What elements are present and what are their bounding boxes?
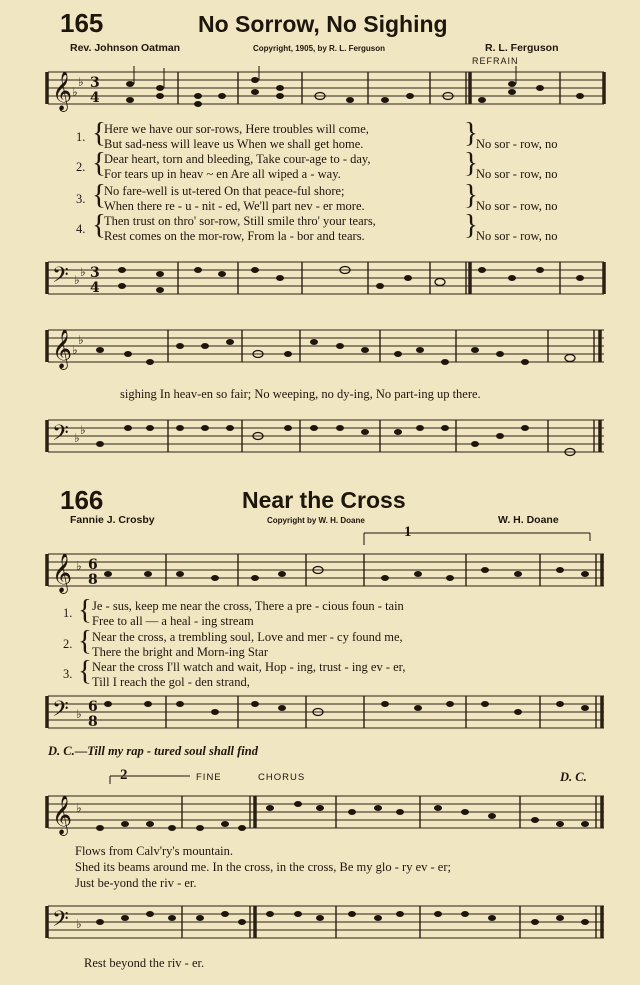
verse-brace: } — [464, 117, 478, 149]
svg-text:♭: ♭ — [74, 273, 80, 287]
svg-text:♭: ♭ — [76, 559, 82, 573]
svg-text:♭: ♭ — [72, 85, 78, 99]
copyright-notice: Copyright by W. H. Doane — [267, 516, 365, 525]
fine-label: FINE — [196, 772, 222, 783]
verse-number: 1. — [76, 130, 86, 144]
copyright-notice: Copyright, 1905, by R. L. Ferguson — [253, 44, 386, 53]
author-credit: Fannie J. Crosby — [70, 514, 155, 526]
svg-text:♭: ♭ — [74, 431, 80, 445]
svg-text:♭: ♭ — [80, 265, 86, 279]
svg-text:𝄞: 𝄞 — [52, 553, 73, 593]
chorus-lyric: Flows from Calv'ry's mountain. — [75, 844, 233, 858]
verse-line: Je - sus, keep me near the cross, There a pre - cious foun - tain — [92, 599, 404, 613]
verse-number: 2. — [76, 160, 86, 174]
svg-text:4: 4 — [90, 280, 100, 296]
treble-staff — [0, 790, 640, 840]
bass-staff — [0, 900, 640, 950]
hymn-title: Near the Cross — [242, 487, 406, 513]
first-ending-bracket — [0, 527, 640, 547]
second-ending-bracket — [0, 770, 640, 790]
refrain-label: REFRAIN — [472, 56, 519, 66]
verse-brace: { — [92, 179, 106, 211]
verse-brace: { — [78, 655, 92, 687]
svg-text:𝄢: 𝄢 — [52, 697, 69, 727]
svg-text:♭: ♭ — [80, 423, 86, 437]
svg-text:6: 6 — [88, 699, 98, 715]
composer-credit: W. H. Doane — [498, 514, 559, 526]
verse-line: There the bright and Morn-ing Star — [92, 645, 268, 659]
svg-text:♭: ♭ — [76, 801, 82, 815]
composer-credit: R. L. Ferguson — [485, 42, 559, 54]
verse-number: 1. — [63, 606, 73, 620]
verse-number: 4. — [76, 222, 86, 236]
verse-line: Dear heart, torn and bleeding, Take cour-age to - day, — [104, 152, 371, 166]
verse-line: But sad-ness will leave us When we shall get home. — [104, 137, 364, 151]
verse-brace: } — [464, 147, 478, 179]
verse-number: 3. — [63, 667, 73, 681]
verse-number: 2. — [63, 637, 73, 651]
author-credit: Rev. Johnson Oatman — [70, 42, 181, 54]
svg-text:6: 6 — [88, 557, 98, 573]
refrain-lyric: No sor - row, no — [476, 229, 558, 243]
svg-text:8: 8 — [88, 572, 98, 588]
treble-staff — [0, 322, 640, 374]
hymn-number: 166 — [60, 485, 104, 515]
second-ending-number: 2 — [120, 767, 128, 783]
svg-text:♭: ♭ — [76, 917, 82, 931]
svg-text:𝄢: 𝄢 — [52, 907, 69, 937]
svg-text:𝄢: 𝄢 — [52, 421, 69, 451]
treble-staff — [0, 66, 640, 116]
bass-staff — [0, 412, 640, 464]
verse-line: Near the cross I'll watch and wait, Hop - ing, trust - ing ev - er, — [92, 660, 406, 674]
chorus-label: CHORUS — [258, 772, 306, 783]
refrain-lyric: sighing In heav-en so fair; No weeping, no dy-ing, No part-ing up there. — [120, 387, 481, 401]
verse-line: Till I reach the gol - den strand, — [92, 675, 250, 689]
svg-text:4: 4 — [90, 90, 100, 106]
bass-staff — [0, 258, 640, 306]
dc-lyric: D. C.—Till my rap - tured soul shall find — [48, 744, 258, 758]
svg-text:3: 3 — [90, 75, 100, 91]
verse-line: For tears up in heav ~ en Are all wiped a - way. — [104, 167, 341, 181]
verse-brace: { — [78, 594, 92, 626]
verse-line: No fare-well is ut-tered On that peace-ful shore; — [104, 184, 345, 198]
verse-brace: { — [78, 625, 92, 657]
verse-line: Near the cross, a trembling soul, Love and mer - cy found me, — [92, 630, 403, 644]
svg-text:𝄞: 𝄞 — [52, 71, 73, 111]
svg-text:♭: ♭ — [78, 75, 84, 89]
svg-text:♭: ♭ — [76, 707, 82, 721]
svg-text:8: 8 — [88, 714, 98, 730]
first-ending-number: 1 — [404, 524, 412, 540]
svg-text:𝄢: 𝄢 — [52, 263, 69, 293]
verse-line: Then trust on thro' sor-row, Still smile thro' your tears, — [104, 214, 376, 228]
svg-text:𝄞: 𝄞 — [52, 795, 73, 835]
hymn-title: No Sorrow, No Sighing — [198, 11, 448, 37]
svg-text:3: 3 — [90, 265, 100, 281]
refrain-lyric: No sor - row, no — [476, 167, 558, 181]
bass-staff — [0, 690, 640, 740]
refrain-lyric: No sor - row, no — [476, 137, 558, 151]
refrain-lyric: No sor - row, no — [476, 199, 558, 213]
verse-brace: { — [92, 117, 106, 149]
verse-brace: { — [92, 147, 106, 179]
chorus-lyric: Shed its beams around me. In the cross, in the cross, Be my glo - ry ev - er; — [75, 860, 451, 874]
verse-brace: } — [464, 209, 478, 241]
verse-line: Here we have our sor-rows, Here troubles will come, — [104, 122, 369, 136]
chorus-lyric: Just be-yond the riv - er. — [75, 876, 197, 890]
verse-brace: { — [92, 209, 106, 241]
verse-brace: } — [464, 179, 478, 211]
svg-text:𝄞: 𝄞 — [52, 329, 73, 369]
svg-text:♭: ♭ — [72, 343, 78, 357]
svg-text:♭: ♭ — [78, 333, 84, 347]
verse-line: Rest comes on the mor-row, From la - bor and tears. — [104, 229, 365, 243]
verse-line: When there re - u - nit - ed, We'll part nev - er more. — [104, 199, 365, 213]
final-lyric: Rest beyond the riv - er. — [84, 956, 205, 970]
verse-line: Free to all — a heal - ing stream — [92, 614, 254, 628]
treble-staff — [0, 548, 640, 598]
verse-number: 3. — [76, 192, 86, 206]
dc-mark: D. C. — [560, 770, 587, 784]
hymn-number: 165 — [60, 8, 104, 38]
